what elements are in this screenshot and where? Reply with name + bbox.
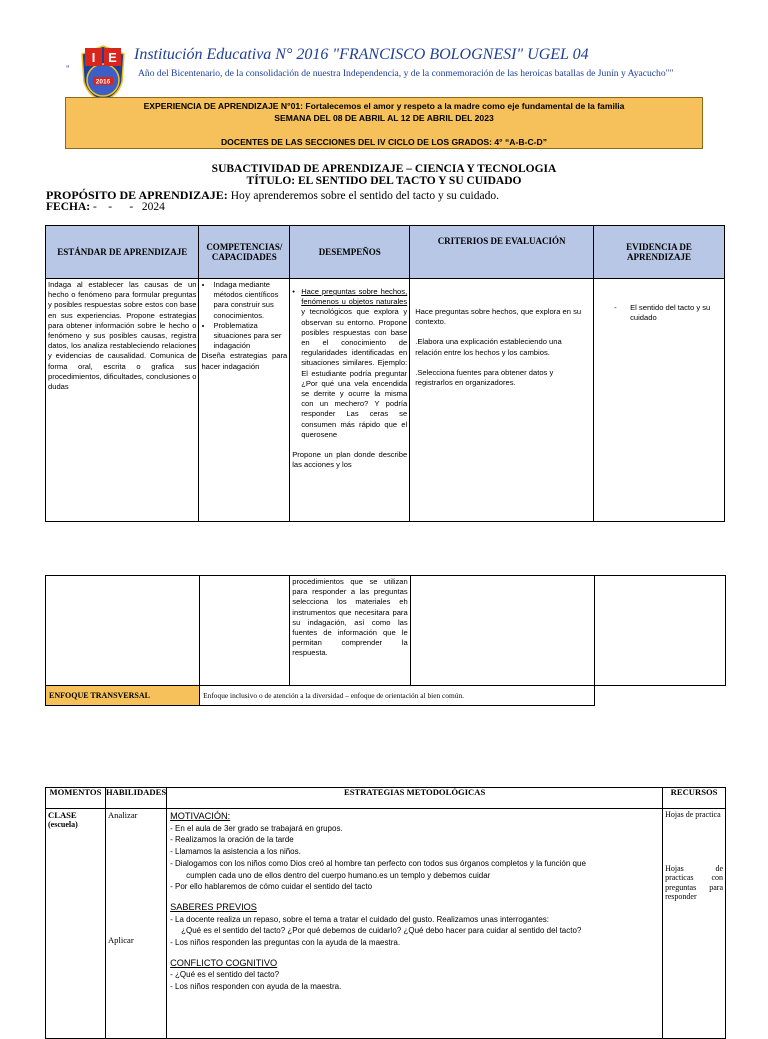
header-criterios: CRITERIOS DE EVALUACIÓN	[410, 226, 594, 279]
saberes-line-1: - La docente realiza un repaso, sobre el tema a tratar el cuidado del gusto. Realizamos unas interrogantes:	[170, 914, 550, 924]
desempenos-rest: y tecnológicos que explora y observan su entorno. Propone posibles respuestas con base en el conocimiento de regularidades identificadas en situaciones similares. Ejemplo: El estudiante podría preguntar ¿Por qué una vela encendida se derrite y ocurre la misma con un mechero? Y podría responder Las ceras se consumen más rápido que el querosene	[301, 307, 408, 439]
motivacion-line-4: - Dialogamos con los niños como Dios creó al hombre tan perfecto con todos sus órganos completos y la función que	[170, 858, 586, 868]
header-estrategias: ESTRATEGIAS METODOLÓGICAS	[167, 788, 663, 809]
institution-name: Institución Educativa N° 2016 "FRANCISCO BOLOGNESI" UGEL 04	[134, 46, 589, 63]
enfoque-text: Enfoque inclusivo o de atención a la diversidad – enfoque de orientación al bien común.	[200, 686, 595, 706]
desempenos-underlined: Hace preguntas sobre hechos, fenómenos u objetos naturales	[301, 287, 408, 307]
motivacion-line-2: - Realizamos la oración de la tarde	[170, 835, 294, 845]
motivacion-line-6: - Por ello hablaremos de cómo cuidar el sentido del tacto	[170, 882, 373, 892]
page-title: TÍTULO: EL SENTIDO DEL TACTO Y SU CUIDADO	[246, 175, 522, 187]
subactividad-title: SUBACTIVIDAD DE APRENDIZAJE – CIENCIA Y TECNOLOGIA	[211, 163, 557, 175]
cont-estandar-cell	[46, 576, 200, 686]
recursos-cell	[663, 809, 726, 1039]
desempenos-continued: procedimientos que se utilizan para responder a las preguntas selecciona los materiales eh instrumentos que necesitara para su indagación, así como las fuentes de información que le permitan comprender la respuesta.	[292, 577, 408, 658]
learning-table	[45, 225, 725, 522]
saberes-line-3: - Los niños responden las preguntas con la ayuda de la maestra.	[170, 938, 401, 948]
cont-criterios-cell	[410, 576, 594, 686]
header-evidencia: EVIDENCIA DE APRENDIZAJE	[594, 226, 725, 279]
quote-mark: "	[66, 64, 70, 74]
year-name: Año del Bicentenario, de la consolidación de nuestra Independencia, y de la conmemoración de las heroicas batallas de Junín y Ayacucho""	[138, 68, 674, 79]
criterios-cell	[410, 279, 594, 522]
banner-line-3: DOCENTES DE LAS SECCIONES DEL IV CICLO DE LOS GRADOS: 4° “A-B-C-D”	[220, 137, 548, 147]
evidencia-cell: - El sentido del tacto y su cuidado	[594, 279, 725, 522]
clase-label: CLASE	[48, 810, 77, 820]
motivacion-line-3: - Llamamos la asistencia a los niños.	[170, 847, 301, 857]
svg-text:2016: 2016	[95, 78, 111, 86]
header-momentos: MOMENTOS	[46, 788, 106, 809]
conflicto-line-1: - ¿Qué es el sentido del tacto?	[170, 970, 280, 980]
desempenos-part2: Propone un plan donde describe las acciones y los	[292, 450, 408, 470]
competencia-item-2: • Problematiza situaciones para ser indagación	[213, 321, 287, 352]
estandar-cell	[46, 279, 199, 522]
strategies-table	[45, 787, 726, 1039]
svg-text:I: I	[91, 50, 96, 65]
cont-evidencia-cell	[595, 575, 726, 686]
criterio-3: .Selecciona fuentes para obtener datos y registrarlos en organizadores.	[415, 367, 554, 388]
fecha-label: FECHA:	[46, 201, 91, 213]
habilidades-cell	[105, 809, 166, 1039]
habilidad-aplicar: Aplicar	[107, 935, 134, 945]
continuation-table	[45, 575, 595, 706]
header-desempenos: DESEMPEÑOS	[290, 226, 410, 279]
banner-line-1: EXPERIENCIA DE APRENDIZAJE N°01: Fortalecemos el amor y respeto a la madre como eje fundamental de la familia	[143, 101, 625, 111]
saberes-line-2: ¿Qué es el sentido del tacto? ¿Por qué debemos de cuidarlo? ¿Qué debo hacer para cuidar al sentido del tacto?	[181, 926, 582, 936]
fecha-value: - - - 2024	[92, 201, 165, 213]
header-recursos: RECURSOS	[663, 788, 726, 809]
enfoque-label: ENFOQUE TRANSVERSAL	[46, 686, 200, 706]
banner-line-2: SEMANA DEL 08 DE ABRIL AL 12 DE ABRIL DEL 2023	[274, 113, 494, 123]
proposito-label: PROPÓSITO DE APRENDIZAJE:	[46, 188, 228, 202]
svg-text:E: E	[108, 50, 117, 65]
competencia-extra: Diseña estrategias para hacer indagación	[201, 351, 288, 371]
cont-competencias-cell	[200, 576, 290, 686]
motivacion-title: MOTIVACIÓN:	[170, 811, 231, 821]
motivacion-line-5: cumplen cada uno de ellos dentro del cuerpo humano.es un templo y debemos cuidar	[186, 870, 491, 880]
header-estandar: ESTÁNDAR DE APRENDIZAJE	[46, 226, 199, 279]
estrategias-cell	[167, 809, 663, 1039]
estandar-text: Indaga al establecer las causas de un hecho o fenómeno para formular preguntas y posibles respuestas sobre estos con base en sus experiencias. Propone estrategias para obtener información sobre le hecho o fenómeno y sus posibles causas, registra datos, los analiza restableciendo relaciones y evidencias de causalidad. Comunica de forma oral, escrita o grafica sus procedimientos, dificultades, conclusiones o dudas	[48, 280, 197, 392]
recurso-1: Hojas de practica	[665, 810, 721, 819]
saberes-title: SABERES PREVIOS	[170, 901, 257, 912]
conflicto-line-2: - Los niños responden con ayuda de la maestra.	[170, 982, 342, 992]
recurso-2: Hojas de practicas con preguntas para responder	[665, 863, 723, 901]
fecha	[46, 201, 165, 213]
header-competencias: COMPETENCIAS/ CAPACIDADES	[199, 226, 290, 279]
habilidad-analizar: Analizar	[107, 810, 138, 820]
desempenos-cell: • Hace preguntas sobre hechos, fenómenos u objetos naturales y tecnológicos que explora y observan su entorno. Propone posibles respuestas con base en el conocimiento de regularidades identificadas en situaciones similares. Ejemplo: El estudiante podría preguntar ¿Por qué una vela encendida se derrite y ocurre la misma con un mechero? Y podría responder Las ceras se consumen más rápido que el querosene Propone un plan donde describe las acciones y los	[290, 279, 410, 522]
competencia-item-1: • Indaga mediante métodos científicos para construir sus conocimientos.	[213, 280, 287, 321]
motivacion-line-1: - En el aula de 3er grado se trabajará en grupos.	[170, 823, 343, 833]
cont-desempenos-cell	[290, 576, 410, 686]
criterio-2: .Elabora una explicación estableciendo una relación entre los hechos y los cambios.	[415, 337, 562, 357]
escuela-label: (escuela)	[48, 820, 78, 829]
proposito-text: Hoy aprenderemos sobre el sentido del tacto y su cuidado.	[230, 190, 499, 202]
school-logo	[80, 44, 126, 102]
criterio-1: Hace preguntas sobre hechos, que explora en su contexto.	[415, 307, 582, 327]
header-habilidades: HABILIDADES	[105, 788, 166, 809]
momentos-cell	[46, 809, 106, 1039]
conflicto-title: CONFLICTO COGNITIVO	[170, 957, 278, 968]
evidencia-text: El sentido del tacto y su cuidado	[630, 303, 711, 323]
competencias-cell	[199, 279, 290, 522]
experience-banner	[65, 97, 703, 149]
